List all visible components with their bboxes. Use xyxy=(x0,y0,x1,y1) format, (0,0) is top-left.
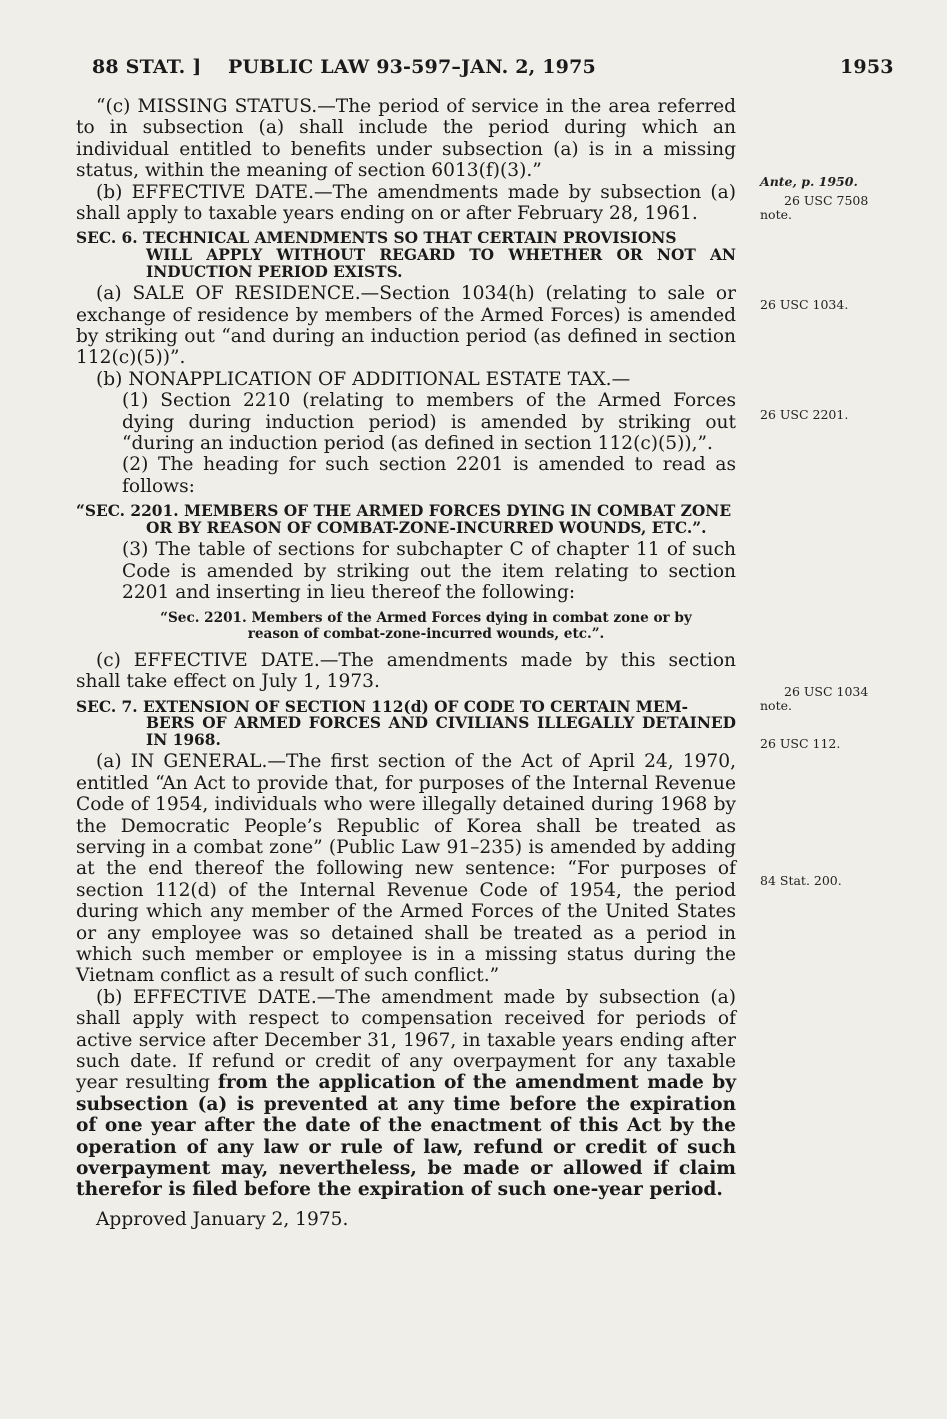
margin-note-26usc2201: 26 USC 2201. xyxy=(760,407,849,422)
margin-note-84stat200: 84 Stat. 200. xyxy=(760,873,842,888)
margin-note-26usc1034-line1: 26 USC 1034 xyxy=(784,684,869,699)
margin-note-26usc7508-line1: 26 USC 7508 xyxy=(784,193,869,208)
section-2201-heading xyxy=(76,503,736,536)
running-head-title: PUBLIC LAW 93-597–JAN. 2, 1975 xyxy=(228,56,596,78)
paragraph-sale-of-residence: (a) SALE OF RESIDENCE.—Section 1034(h) (relating to sale or exchange of residence by members of the Armed Forces) is amended by striking out “and during an induction period (as defined in section 112(c)(5))”. xyxy=(76,283,736,369)
section-7-heading xyxy=(76,699,736,749)
section-2201-heading-line1: “SEC. 2201. MEMBERS OF THE ARMED FORCES DYING IN COMBAT ZONE xyxy=(76,502,732,521)
paragraph-7b-bold-text: from the application of the amendment made by subsection (a) is prevented at any time before the expiration of one year after the date of the enactment of this Act by the operation of any law or rule of law, refund or credit of such overpayment may, nevertheless, be made or allowed if claim therefor is filed before the expiration of such one-year period. xyxy=(76,1072,737,1201)
paragraph-in-general-7a: (a) IN GENERAL.—The first section of the Act of April 24, 1970, entitled “An Act to provide that, for purposes of the Internal Revenue Code of 1954, individuals who were illegally detained during 1968 by the Democratic People’s Republic of Korea shall be treated as serving in a combat zone” (Public Law 91–235) is amended by adding at the end thereof the following new sentence: “For purposes of section 112(d) of the Internal Revenue Code of 1954, the period during which any member of the Armed Forces of the United States or any employee was so detained shall be treated as a period in which such member or employee is in a missing status during the Vietnam conflict as a result of such conflict.” xyxy=(76,751,736,987)
section-6-heading-line2: WILL APPLY WITHOUT REGARD TO WHETHER OR NOT AN INDUCTION PERIOD EXISTS. xyxy=(146,246,736,281)
margin-note-ante xyxy=(760,175,858,189)
margin-note-26usc1034: 26 USC 1034. xyxy=(760,297,849,312)
margin-note-ante-text: Ante, p. 1950. xyxy=(760,174,858,189)
paragraph-6b-1 xyxy=(76,390,736,454)
section-2201-heading-line2: OR BY REASON OF COMBAT-ZONE-INCURRED WOUNDS, ETC.”. xyxy=(146,518,707,537)
paragraph-6b-3 xyxy=(76,539,736,603)
section-7-heading-line1: SEC. 7. EXTENSION OF SECTION 112(d) OF CODE TO CERTAIN MEM- xyxy=(76,697,688,716)
margin-note-26usc7508 xyxy=(760,194,868,222)
table-of-sections-entry xyxy=(76,610,736,642)
paragraph-6b-1-text: (1) Section 2210 (relating to members of the Armed Forces dying during induction period) is amended by striking out “during an induction period (as defined in section 112(c)(5)),”. xyxy=(122,390,736,455)
paragraph-6b-2 xyxy=(76,454,736,497)
section-6-heading xyxy=(76,230,736,280)
paragraph-effective-date-6c: (c) EFFECTIVE DATE.—The amendments made by this section shall take effect on July 1, 1973. xyxy=(76,649,736,693)
running-head-stat: 88 STAT. ] xyxy=(92,56,202,78)
section-6-heading-line1: SEC. 6. TECHNICAL AMENDMENTS SO THAT CERTAIN PROVISIONS xyxy=(76,229,677,248)
paragraph-effective-date-7b xyxy=(76,987,736,1201)
paragraph-nonapplication-estate-tax: (b) NONAPPLICATION OF ADDITIONAL ESTATE TAX.— xyxy=(96,368,631,390)
paragraph-missing-status: “(c) MISSING STATUS.—The period of service in the area referred to in subsection (a) shall include the period during which an individual entitled to benefits under subsection (a) is in a missing status, within the meaning of section 6013(f)(3).” xyxy=(76,96,736,182)
page-number: 1953 xyxy=(840,56,894,78)
approval-date: Approved January 2, 1975. xyxy=(96,1208,349,1230)
document-body xyxy=(76,96,736,1230)
paragraph-6b-2-text: (2) The heading for such section 2201 is amended to read as follows: xyxy=(122,454,736,497)
margin-note-26usc1034-note xyxy=(760,685,868,713)
paragraph-7b-text: (b) EFFECTIVE DATE.—The amendment made by subsection (a) shall apply with respect to compensation received for periods of active service after December 31, 1967, in taxable years ending after such date. If refund or credit of any overpayment for any taxable year resulting xyxy=(76,986,736,1094)
margin-note-26usc1034-line2: note. xyxy=(760,698,792,713)
margin-note-26usc7508-line2: note. xyxy=(760,207,792,222)
paragraph-effective-date-5b: (b) EFFECTIVE DATE.—The amendments made by subsection (a) shall apply to taxable years ending on or after February 28, 1961. xyxy=(76,181,736,225)
margin-note-26usc112: 26 USC 112. xyxy=(760,736,841,751)
table-entry-line1: “Sec. 2201. Members of the Armed Forces dying in combat zone or by xyxy=(160,609,692,626)
table-entry-line2: reason of combat-zone-incurred wounds, etc.”. xyxy=(247,625,605,642)
paragraph-6b-3-text: (3) The table of sections for subchapter C of chapter 11 of such Code is amended by striking out the item relating to section 2201 and inserting in lieu thereof the following: xyxy=(122,539,736,604)
section-7-heading-line2: BERS OF ARMED FORCES AND CIVILIANS ILLEGALLY DETAINED IN 1968. xyxy=(146,714,736,749)
